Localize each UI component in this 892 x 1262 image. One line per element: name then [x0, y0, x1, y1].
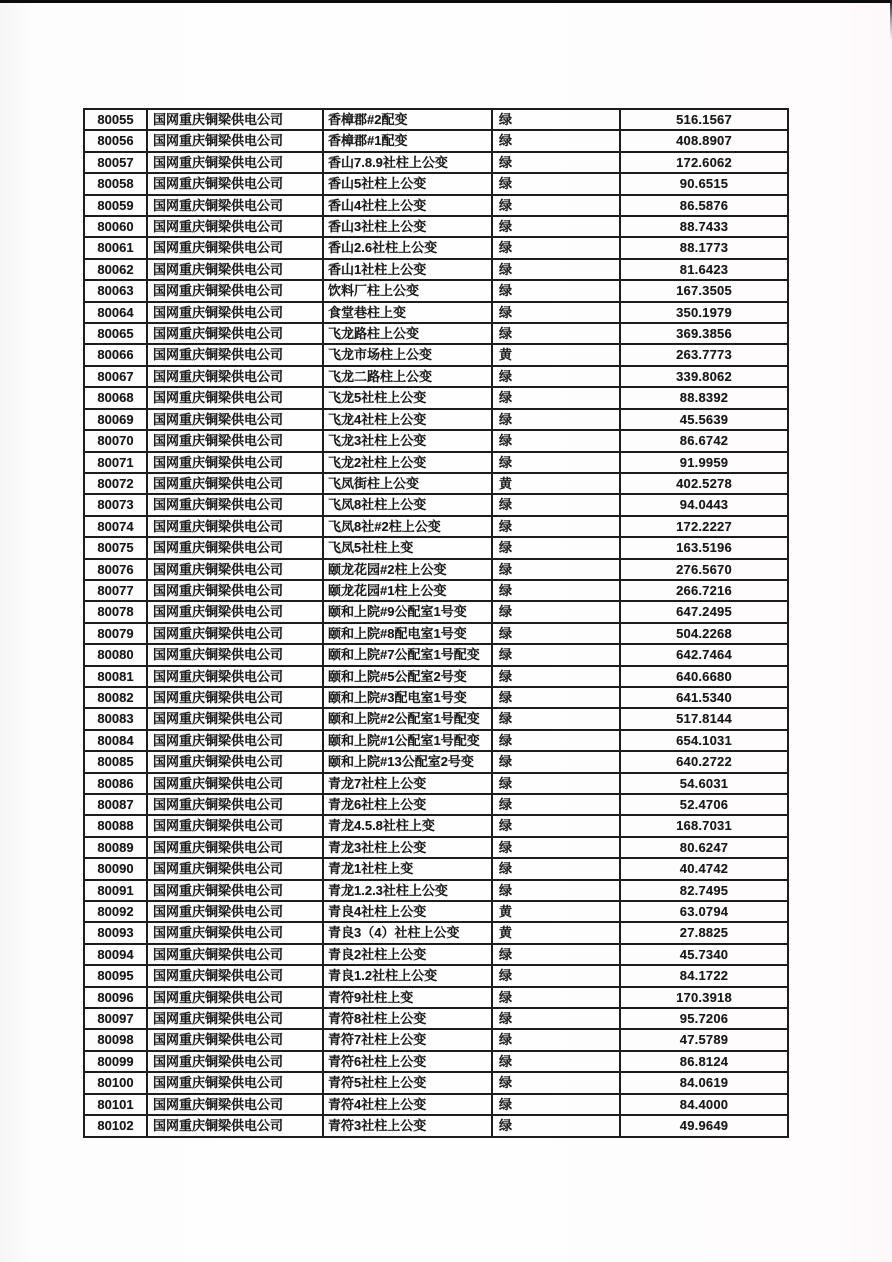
cell-company: 国网重庆铜梁供电公司 [147, 494, 323, 515]
cell-id: 80085 [84, 751, 147, 772]
table-row [84, 452, 788, 473]
cell-id: 80064 [84, 302, 147, 323]
scan-edge-top [0, 0, 892, 3]
cell-station: 香樟郡#1配变 [323, 130, 492, 151]
cell-station: 颐和上院#7公配室1号配变 [323, 644, 492, 665]
table-row [84, 494, 788, 515]
cell-value: 88.8392 [620, 387, 788, 408]
cell-company: 国网重庆铜梁供电公司 [147, 965, 323, 986]
cell-id: 80066 [84, 344, 147, 365]
cell-id: 80057 [84, 152, 147, 173]
cell-status: 绿 [492, 452, 620, 473]
cell-status: 绿 [492, 1008, 620, 1029]
cell-company: 国网重庆铜梁供电公司 [147, 687, 323, 708]
table-row [84, 1051, 788, 1072]
table-row [84, 751, 788, 772]
cell-id: 80089 [84, 837, 147, 858]
cell-company: 国网重庆铜梁供电公司 [147, 473, 323, 494]
cell-company: 国网重庆铜梁供电公司 [147, 708, 323, 729]
cell-status: 绿 [492, 302, 620, 323]
cell-id: 80077 [84, 580, 147, 601]
cell-status: 绿 [492, 708, 620, 729]
cell-value: 47.5789 [620, 1029, 788, 1050]
cell-company: 国网重庆铜梁供电公司 [147, 430, 323, 451]
table-row [84, 922, 788, 943]
cell-company: 国网重庆铜梁供电公司 [147, 323, 323, 344]
cell-company: 国网重庆铜梁供电公司 [147, 452, 323, 473]
cell-value: 91.9959 [620, 452, 788, 473]
cell-company: 国网重庆铜梁供电公司 [147, 1072, 323, 1093]
cell-station: 颐和上院#3配电室1号变 [323, 687, 492, 708]
cell-station: 香山5社柱上公变 [323, 173, 492, 194]
cell-station: 香山3社柱上公变 [323, 216, 492, 237]
cell-status: 绿 [492, 880, 620, 901]
cell-value: 86.8124 [620, 1051, 788, 1072]
cell-status: 绿 [492, 751, 620, 772]
table-row [84, 216, 788, 237]
table-row [84, 666, 788, 687]
cell-id: 80094 [84, 944, 147, 965]
cell-station: 飞凤街柱上公变 [323, 473, 492, 494]
cell-company: 国网重庆铜梁供电公司 [147, 601, 323, 622]
cell-status: 绿 [492, 644, 620, 665]
cell-station: 青良2社柱上公变 [323, 944, 492, 965]
cell-id: 80091 [84, 880, 147, 901]
cell-id: 80068 [84, 387, 147, 408]
cell-company: 国网重庆铜梁供电公司 [147, 987, 323, 1008]
cell-company: 国网重庆铜梁供电公司 [147, 152, 323, 173]
cell-status: 绿 [492, 601, 620, 622]
cell-id: 80102 [84, 1115, 147, 1136]
table-row [84, 516, 788, 537]
cell-company: 国网重庆铜梁供电公司 [147, 1094, 323, 1115]
cell-station: 青良1.2社柱上公变 [323, 965, 492, 986]
table-row [84, 708, 788, 729]
table-row [84, 152, 788, 173]
cell-value: 84.0619 [620, 1072, 788, 1093]
cell-value: 63.0794 [620, 901, 788, 922]
cell-id: 80063 [84, 280, 147, 301]
cell-station: 青龙4.5.8社柱上变 [323, 815, 492, 836]
table-row [84, 601, 788, 622]
cell-station: 颐龙花园#1柱上公变 [323, 580, 492, 601]
cell-value: 90.6515 [620, 173, 788, 194]
cell-company: 国网重庆铜梁供电公司 [147, 880, 323, 901]
cell-id: 80078 [84, 601, 147, 622]
cell-value: 45.7340 [620, 944, 788, 965]
cell-value: 266.7216 [620, 580, 788, 601]
cell-id: 80081 [84, 666, 147, 687]
cell-status: 绿 [492, 280, 620, 301]
cell-station: 青符7社柱上公变 [323, 1029, 492, 1050]
cell-value: 640.6680 [620, 666, 788, 687]
cell-value: 641.5340 [620, 687, 788, 708]
cell-station: 香山2.6社柱上公变 [323, 237, 492, 258]
cell-value: 647.2495 [620, 601, 788, 622]
cell-id: 80067 [84, 366, 147, 387]
cell-status: 绿 [492, 773, 620, 794]
table-row [84, 1029, 788, 1050]
table-row [84, 880, 788, 901]
cell-company: 国网重庆铜梁供电公司 [147, 237, 323, 258]
cell-status: 绿 [492, 837, 620, 858]
cell-value: 654.1031 [620, 730, 788, 751]
cell-status: 绿 [492, 494, 620, 515]
cell-company: 国网重庆铜梁供电公司 [147, 666, 323, 687]
cell-station: 青龙6社柱上公变 [323, 794, 492, 815]
table-row [84, 858, 788, 879]
cell-status: 绿 [492, 559, 620, 580]
table-row [84, 730, 788, 751]
cell-station: 飞凤8社#2柱上公变 [323, 516, 492, 537]
table-row [84, 559, 788, 580]
cell-value: 52.4706 [620, 794, 788, 815]
cell-value: 86.5876 [620, 195, 788, 216]
table-body [84, 109, 788, 1137]
cell-station: 香山7.8.9社柱上公变 [323, 152, 492, 173]
cell-value: 504.2268 [620, 623, 788, 644]
cell-id: 80099 [84, 1051, 147, 1072]
cell-id: 80060 [84, 216, 147, 237]
table-row [84, 366, 788, 387]
cell-station: 颐和上院#9公配室1号变 [323, 601, 492, 622]
cell-company: 国网重庆铜梁供电公司 [147, 344, 323, 365]
table-row [84, 644, 788, 665]
cell-status: 绿 [492, 109, 620, 130]
cell-station: 飞龙3社柱上公变 [323, 430, 492, 451]
cell-status: 绿 [492, 730, 620, 751]
cell-id: 80075 [84, 537, 147, 558]
cell-id: 80098 [84, 1029, 147, 1050]
cell-status: 绿 [492, 815, 620, 836]
cell-station: 颐龙花园#2柱上公变 [323, 559, 492, 580]
cell-station: 青龙7社柱上公变 [323, 773, 492, 794]
cell-value: 517.8144 [620, 708, 788, 729]
cell-value: 350.1979 [620, 302, 788, 323]
cell-status: 黄 [492, 922, 620, 943]
cell-id: 80092 [84, 901, 147, 922]
cell-company: 国网重庆铜梁供电公司 [147, 387, 323, 408]
cell-id: 80090 [84, 858, 147, 879]
cell-station: 香山4社柱上公变 [323, 195, 492, 216]
cell-status: 绿 [492, 1094, 620, 1115]
table-row [84, 323, 788, 344]
cell-company: 国网重庆铜梁供电公司 [147, 751, 323, 772]
table-row [84, 965, 788, 986]
cell-value: 640.2722 [620, 751, 788, 772]
cell-value: 81.6423 [620, 259, 788, 280]
table-row [84, 1072, 788, 1093]
cell-station: 飞凤8社柱上公变 [323, 494, 492, 515]
cell-company: 国网重庆铜梁供电公司 [147, 409, 323, 430]
cell-company: 国网重庆铜梁供电公司 [147, 794, 323, 815]
cell-status: 绿 [492, 1072, 620, 1093]
cell-status: 绿 [492, 152, 620, 173]
cell-company: 国网重庆铜梁供电公司 [147, 195, 323, 216]
cell-value: 82.7495 [620, 880, 788, 901]
cell-company: 国网重庆铜梁供电公司 [147, 644, 323, 665]
cell-value: 339.8062 [620, 366, 788, 387]
cell-id: 80062 [84, 259, 147, 280]
cell-status: 黄 [492, 344, 620, 365]
cell-company: 国网重庆铜梁供电公司 [147, 1029, 323, 1050]
cell-id: 80059 [84, 195, 147, 216]
table-row [84, 944, 788, 965]
cell-company: 国网重庆铜梁供电公司 [147, 1051, 323, 1072]
cell-status: 绿 [492, 858, 620, 879]
table-row [84, 130, 788, 151]
cell-status: 绿 [492, 987, 620, 1008]
cell-value: 170.3918 [620, 987, 788, 1008]
cell-id: 80084 [84, 730, 147, 751]
table-row [84, 580, 788, 601]
cell-status: 绿 [492, 366, 620, 387]
cell-station: 颐和上院#13公配室2号变 [323, 751, 492, 772]
cell-status: 绿 [492, 195, 620, 216]
cell-value: 95.7206 [620, 1008, 788, 1029]
cell-station: 青龙1社柱上变 [323, 858, 492, 879]
table-row [84, 1094, 788, 1115]
cell-value: 84.4000 [620, 1094, 788, 1115]
cell-value: 369.3856 [620, 323, 788, 344]
cell-id: 80095 [84, 965, 147, 986]
cell-station: 青符4社柱上公变 [323, 1094, 492, 1115]
cell-value: 94.0443 [620, 494, 788, 515]
cell-id: 80072 [84, 473, 147, 494]
cell-status: 绿 [492, 430, 620, 451]
cell-value: 276.5670 [620, 559, 788, 580]
cell-company: 国网重庆铜梁供电公司 [147, 259, 323, 280]
cell-company: 国网重庆铜梁供电公司 [147, 623, 323, 644]
cell-id: 80074 [84, 516, 147, 537]
cell-status: 绿 [492, 580, 620, 601]
cell-station: 青符9社柱上变 [323, 987, 492, 1008]
cell-id: 80076 [84, 559, 147, 580]
cell-status: 绿 [492, 516, 620, 537]
cell-id: 80087 [84, 794, 147, 815]
cell-status: 绿 [492, 687, 620, 708]
cell-company: 国网重庆铜梁供电公司 [147, 837, 323, 858]
cell-id: 80097 [84, 1008, 147, 1029]
cell-value: 163.5196 [620, 537, 788, 558]
cell-value: 168.7031 [620, 815, 788, 836]
cell-id: 80058 [84, 173, 147, 194]
cell-station: 颐和上院#5公配室2号变 [323, 666, 492, 687]
cell-id: 80082 [84, 687, 147, 708]
table-row [84, 794, 788, 815]
cell-id: 80083 [84, 708, 147, 729]
cell-id: 80086 [84, 773, 147, 794]
table-row [84, 1115, 788, 1136]
cell-id: 80088 [84, 815, 147, 836]
cell-company: 国网重庆铜梁供电公司 [147, 366, 323, 387]
cell-id: 80079 [84, 623, 147, 644]
cell-value: 172.6062 [620, 152, 788, 173]
table-row [84, 687, 788, 708]
cell-station: 颐和上院#8配电室1号变 [323, 623, 492, 644]
table-row [84, 237, 788, 258]
table-row [84, 344, 788, 365]
cell-station: 飞龙4社柱上公变 [323, 409, 492, 430]
cell-station: 颐和上院#1公配室1号配变 [323, 730, 492, 751]
cell-id: 80055 [84, 109, 147, 130]
table-row [84, 473, 788, 494]
cell-id: 80096 [84, 987, 147, 1008]
cell-company: 国网重庆铜梁供电公司 [147, 580, 323, 601]
cell-status: 绿 [492, 537, 620, 558]
cell-company: 国网重庆铜梁供电公司 [147, 516, 323, 537]
cell-station: 颐和上院#2公配室1号配变 [323, 708, 492, 729]
cell-station: 香樟郡#2配变 [323, 109, 492, 130]
table-row [84, 195, 788, 216]
table-row [84, 302, 788, 323]
cell-company: 国网重庆铜梁供电公司 [147, 922, 323, 943]
table-row [84, 109, 788, 130]
cell-company: 国网重庆铜梁供电公司 [147, 1008, 323, 1029]
cell-station: 青良3（4）社柱上公变 [323, 922, 492, 943]
cell-station: 飞龙二路柱上公变 [323, 366, 492, 387]
cell-value: 86.6742 [620, 430, 788, 451]
cell-company: 国网重庆铜梁供电公司 [147, 858, 323, 879]
table-row [84, 901, 788, 922]
cell-id: 80069 [84, 409, 147, 430]
transformer-table [83, 108, 789, 1138]
cell-status: 绿 [492, 794, 620, 815]
cell-value: 263.7773 [620, 344, 788, 365]
cell-status: 绿 [492, 666, 620, 687]
cell-id: 80065 [84, 323, 147, 344]
table-row [84, 815, 788, 836]
cell-station: 飞凤5社柱上变 [323, 537, 492, 558]
cell-value: 84.1722 [620, 965, 788, 986]
cell-station: 青符5社柱上公变 [323, 1072, 492, 1093]
table-row [84, 1008, 788, 1029]
cell-company: 国网重庆铜梁供电公司 [147, 302, 323, 323]
cell-id: 80100 [84, 1072, 147, 1093]
cell-status: 绿 [492, 237, 620, 258]
cell-station: 食堂巷柱上变 [323, 302, 492, 323]
cell-company: 国网重庆铜梁供电公司 [147, 173, 323, 194]
cell-id: 80080 [84, 644, 147, 665]
cell-id: 80056 [84, 130, 147, 151]
cell-status: 绿 [492, 965, 620, 986]
cell-value: 80.6247 [620, 837, 788, 858]
cell-value: 88.1773 [620, 237, 788, 258]
cell-station: 飞龙路柱上公变 [323, 323, 492, 344]
cell-company: 国网重庆铜梁供电公司 [147, 216, 323, 237]
cell-station: 青龙3社柱上公变 [323, 837, 492, 858]
cell-id: 80093 [84, 922, 147, 943]
cell-id: 80061 [84, 237, 147, 258]
cell-value: 516.1567 [620, 109, 788, 130]
cell-station: 青符3社柱上公变 [323, 1115, 492, 1136]
cell-value: 167.3505 [620, 280, 788, 301]
cell-company: 国网重庆铜梁供电公司 [147, 773, 323, 794]
cell-status: 绿 [492, 130, 620, 151]
cell-value: 27.8825 [620, 922, 788, 943]
table-row [84, 623, 788, 644]
cell-station: 饮料厂柱上公变 [323, 280, 492, 301]
table-row [84, 987, 788, 1008]
cell-value: 49.9649 [620, 1115, 788, 1136]
table-row [84, 430, 788, 451]
cell-status: 绿 [492, 409, 620, 430]
cell-value: 54.6031 [620, 773, 788, 794]
cell-value: 88.7433 [620, 216, 788, 237]
cell-status: 绿 [492, 1051, 620, 1072]
cell-station: 青良4社柱上公变 [323, 901, 492, 922]
table-row [84, 387, 788, 408]
cell-station: 青龙1.2.3社柱上公变 [323, 880, 492, 901]
cell-company: 国网重庆铜梁供电公司 [147, 109, 323, 130]
cell-status: 绿 [492, 944, 620, 965]
cell-status: 绿 [492, 1029, 620, 1050]
cell-company: 国网重庆铜梁供电公司 [147, 815, 323, 836]
cell-station: 青符6社柱上公变 [323, 1051, 492, 1072]
table-row [84, 409, 788, 430]
cell-value: 642.7464 [620, 644, 788, 665]
cell-status: 绿 [492, 623, 620, 644]
table-row [84, 173, 788, 194]
cell-station: 青符8社柱上公变 [323, 1008, 492, 1029]
cell-status: 绿 [492, 259, 620, 280]
cell-company: 国网重庆铜梁供电公司 [147, 280, 323, 301]
cell-company: 国网重庆铜梁供电公司 [147, 559, 323, 580]
cell-value: 402.5278 [620, 473, 788, 494]
table-row [84, 837, 788, 858]
cell-station: 香山1社柱上公变 [323, 259, 492, 280]
cell-status: 绿 [492, 323, 620, 344]
cell-status: 黄 [492, 473, 620, 494]
cell-company: 国网重庆铜梁供电公司 [147, 944, 323, 965]
cell-station: 飞龙市场柱上公变 [323, 344, 492, 365]
cell-value: 45.5639 [620, 409, 788, 430]
cell-station: 飞龙2社柱上公变 [323, 452, 492, 473]
cell-company: 国网重庆铜梁供电公司 [147, 730, 323, 751]
cell-status: 绿 [492, 216, 620, 237]
table-row [84, 280, 788, 301]
cell-value: 408.8907 [620, 130, 788, 151]
cell-status: 黄 [492, 901, 620, 922]
cell-id: 80070 [84, 430, 147, 451]
cell-company: 国网重庆铜梁供电公司 [147, 537, 323, 558]
table-row [84, 773, 788, 794]
cell-id: 80071 [84, 452, 147, 473]
cell-id: 80101 [84, 1094, 147, 1115]
cell-company: 国网重庆铜梁供电公司 [147, 130, 323, 151]
table-row [84, 259, 788, 280]
cell-value: 172.2227 [620, 516, 788, 537]
cell-company: 国网重庆铜梁供电公司 [147, 901, 323, 922]
cell-id: 80073 [84, 494, 147, 515]
cell-value: 40.4742 [620, 858, 788, 879]
cell-station: 飞龙5社柱上公变 [323, 387, 492, 408]
cell-status: 绿 [492, 387, 620, 408]
cell-status: 绿 [492, 173, 620, 194]
cell-status: 绿 [492, 1115, 620, 1136]
cell-company: 国网重庆铜梁供电公司 [147, 1115, 323, 1136]
table-row [84, 537, 788, 558]
